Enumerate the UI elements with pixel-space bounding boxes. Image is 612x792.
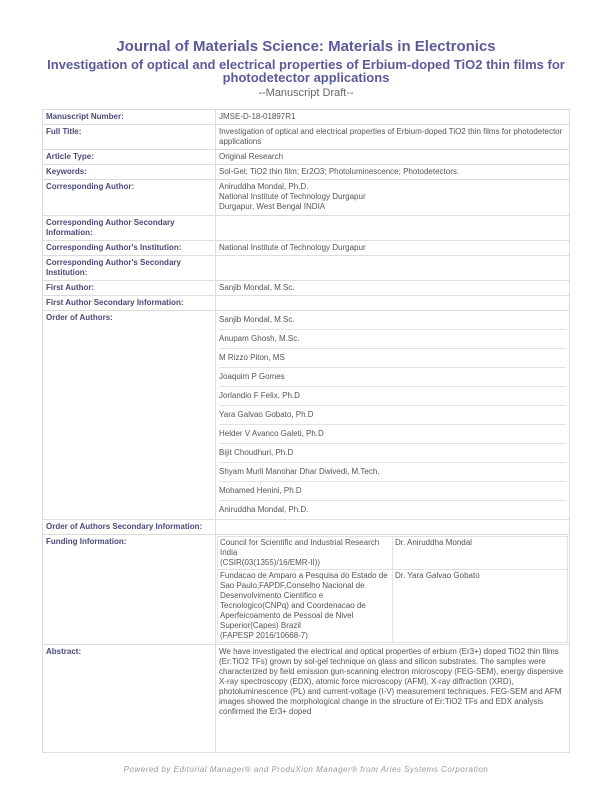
author-item: Sanjib Mondal, M.Sc. [219, 311, 566, 330]
field-label: Corresponding Author's Institution: [43, 241, 216, 256]
footer-credit: Powered by Editorial Manager® and ProduXion Manager® from Aries Systems Corporation [123, 765, 489, 774]
table-row [43, 180, 570, 216]
journal-title: Journal of Materials Science: Materials in Electronics [116, 38, 496, 55]
author-item: Aniruddha Mondal, Ph.D. [219, 505, 309, 514]
manuscript-info-table [42, 109, 570, 753]
table-row [43, 535, 570, 645]
funding-table [217, 536, 568, 643]
field-label: Corresponding Author Secondary Information: [43, 216, 216, 241]
corresponding-author [216, 180, 570, 216]
funding-agency: Council for Scientific and Industrial Research India (CSIR(03(1355)/16/EMR-II)) [218, 537, 393, 570]
table-row [43, 150, 570, 165]
field-label: Order of Authors: [43, 311, 216, 520]
author-item: Mohamed Henini, Ph.D [219, 482, 566, 501]
table-row [43, 241, 570, 256]
table-row [43, 125, 570, 150]
table-row [43, 520, 570, 535]
author-list [216, 311, 570, 520]
funding-row [218, 537, 568, 570]
article-title: Investigation of optical and electrical properties of Erbium-doped TiO2 thin films for photodetector applications [47, 57, 565, 85]
order-secondary-info [216, 520, 570, 535]
table-row [43, 645, 570, 753]
field-label: First Author: [43, 281, 216, 296]
field-label: Corresponding Author: [43, 180, 216, 216]
funding-info [216, 535, 570, 645]
field-label: Keywords: [43, 165, 216, 180]
corr-secondary-info [216, 216, 570, 241]
author-item: Bijit Choudhuri, Ph.D [219, 444, 566, 463]
table-row [43, 281, 570, 296]
author-item: Jorlandio F Felix, Ph.D [219, 387, 566, 406]
corr-secondary-institution [216, 256, 570, 281]
field-label: Abstract: [43, 645, 216, 753]
manuscript-number: JMSE-D-18-01897R1 [216, 110, 570, 125]
author-name: Aniruddha Mondal, Ph.D. [219, 182, 309, 191]
article-type: Original Research [216, 150, 570, 165]
funding-row [218, 570, 568, 643]
table-row [43, 110, 570, 125]
manuscript-draft-label: --Manuscript Draft-- [258, 87, 354, 99]
first-author: Sanjib Mondal, M.Sc. [216, 281, 570, 296]
field-label: Corresponding Author's Secondary Institution: [43, 256, 216, 281]
first-author-secondary [216, 296, 570, 311]
author-institution: National Institute of Technology Durgapur [219, 192, 366, 201]
table-row [43, 296, 570, 311]
author-item: Joaquim P Gomes [219, 368, 566, 387]
field-label: First Author Secondary Information: [43, 296, 216, 311]
keywords: Sol-Gel; TiO2 thin film; Er2O3; Photoluminescence; Photodetectors. [216, 165, 570, 180]
field-label: Article Type: [43, 150, 216, 165]
funding-recipient: Dr. Aniruddha Mondal [393, 537, 568, 570]
author-item: Shyam Murli Manohar Dhar Dwivedi, M.Tech. [219, 463, 566, 482]
author-item: Helder V Avanco Galeti, Ph.D [219, 425, 566, 444]
field-label: Funding Information: [43, 535, 216, 645]
table-row [43, 165, 570, 180]
funding-agency: Fundacao de Amparo a Pesquisa do Estado de Sao Paulo,FAPDF,Conselho Nacional de Desenvolvimento Cientifico e Tecnologico(CNPq) and Coordenacao de Aperfeicoamento de Pessoal de Nivel Superior(Capes) Brazil (FAPESP 2016/10668-7) [218, 570, 393, 643]
field-label: Order of Authors Secondary Information: [43, 520, 216, 535]
author-location: Durgapur, West Bengal INDIA [219, 202, 326, 211]
full-title: Investigation of optical and electrical properties of Erbium-doped TiO2 thin films for photodetector applications [216, 125, 570, 150]
funding-recipient: Dr. Yara Galvao Gobato [393, 570, 568, 643]
field-label: Manuscript Number: [43, 110, 216, 125]
corr-institution: National Institute of Technology Durgapur [216, 241, 570, 256]
table-row [43, 311, 570, 520]
author-item: M Rizzo Piton, MS [219, 349, 566, 368]
abstract: We have investigated the electrical and optical properties of erbium (Er3+) doped TiO2 thin films (Er:TiO2 TFs) grown by sol-gel technique on glass and silicon substrates. The samples were characterized by field emission gun-scanning electron microscopy (FEG-SEM), energy dispersive X-ray spectroscopy (EDX), atomic force microscopy (AFM), X-ray diffraction (XRD), photoluminescence (PL) and current-voltage (I-V) measurement techniques. FEG-SEM and AFM images showed the morphological change in the structure of Er:TiO2 TFs and EDX analysis confirmed the Er3+ doped [216, 645, 570, 753]
author-item: Anupam Ghosh, M.Sc. [219, 330, 566, 349]
table-row [43, 216, 570, 241]
table-row [43, 256, 570, 281]
field-label: Full Title: [43, 125, 216, 150]
author-item: Yara Galvao Gobato, Ph.D [219, 406, 566, 425]
